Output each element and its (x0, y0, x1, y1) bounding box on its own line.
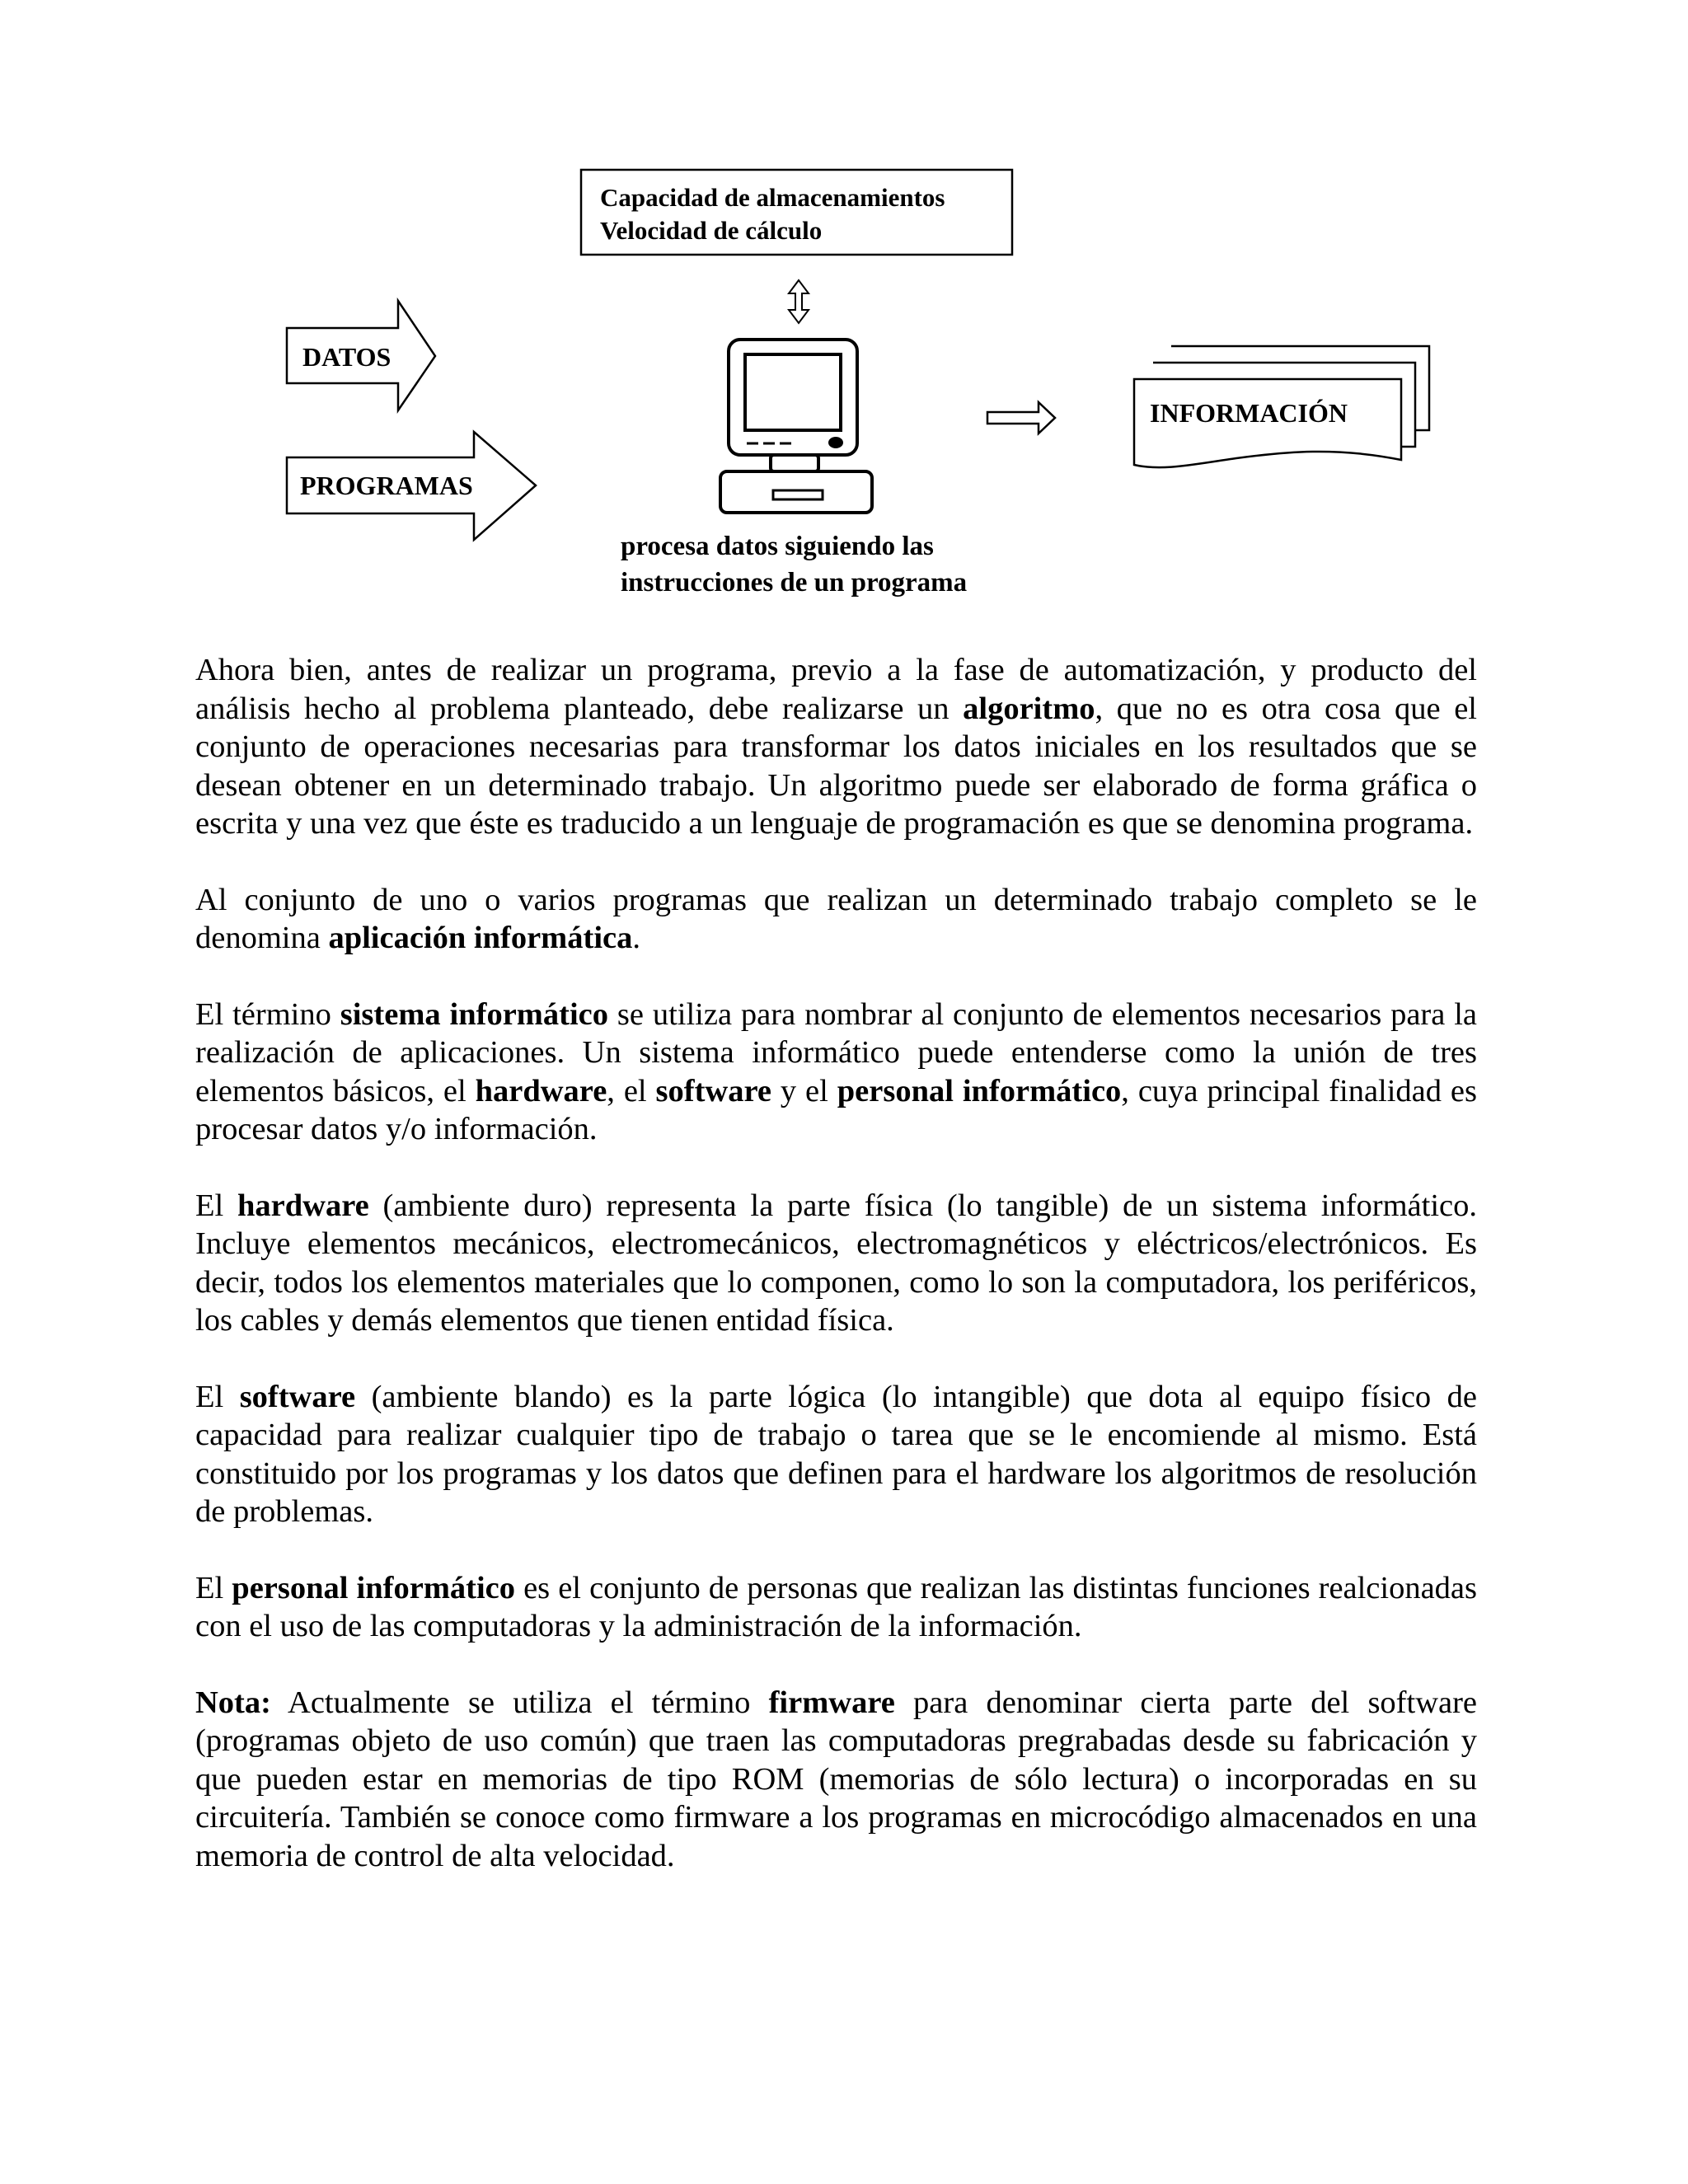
text: , cuya principal finalidad es procesar datos y/o información. (195, 1073, 1478, 1146)
datos-arrow (287, 301, 435, 410)
nota-label: Nota: (195, 1685, 271, 1720)
document-body (195, 651, 1477, 1913)
paragraph-nota (195, 1684, 1477, 1876)
double-arrow-icon (789, 280, 809, 323)
text: (ambiente duro) representa la parte física (lo tangible) de un sistema informático. Incluye elementos mecánicos, electromecánicos, electromagnéticos y eléctricos/electrónicos. Es decir, todos los elementos materiales que lo componen, como lo son la computadora, los periféricos, los cables y demás elementos que tienen entidad física. (195, 1188, 1477, 1338)
text: El (195, 1570, 232, 1605)
informacion-label: INFORMACIÓN (1150, 398, 1348, 428)
text: Actualmente se utiliza el término (270, 1685, 769, 1720)
term-software: software (655, 1073, 771, 1108)
term-personal-informatico: personal informático (837, 1073, 1122, 1108)
term-aplicacion-informatica: aplicación informática (328, 921, 633, 955)
text: , que no es otra cosa que el conjunto de operaciones necesarias para transformar los datos iniciales en los resultados que se desean obtener en un determinado trabajo. Un algoritmo puede ser elaborado de forma gráfica o escrita y una vez que éste es traducido a un lenguaje de programación es que se denomina programa. (195, 691, 1477, 841)
computer-process-diagram (0, 0, 1688, 626)
text: El término (195, 996, 340, 1032)
text: El (195, 1379, 240, 1414)
term-sistema-informatico: sistema informático (340, 996, 608, 1032)
capacity-line-1: Capacidad de almacenamientos (600, 183, 945, 212)
paragraph-personal (195, 1569, 1477, 1646)
term-software: software (239, 1379, 356, 1414)
text: y el (771, 1073, 837, 1108)
paragraph-hardware (195, 1187, 1477, 1340)
paragraph-algoritmo (195, 651, 1477, 843)
text: , el (607, 1073, 656, 1108)
term-firmware: firmware (768, 1685, 895, 1720)
programas-arrow (287, 432, 536, 540)
text: (ambiente blando) es la parte lógica (lo intangible) que dota al equipo físico de capacidad para realizar cualquier tipo de trabajo o tarea que se le encomiende al mismo. Está constituido por los programas y los datos que definen para el hardware los algoritmos de resolución de problemas. (195, 1379, 1477, 1529)
computer-caption-line-2: instrucciones de un programa (621, 568, 968, 598)
output-arrow-icon (987, 402, 1055, 434)
text: El (195, 1188, 238, 1223)
datos-label: DATOS (302, 342, 392, 372)
text: es el conjunto de personas que realizan las distintas funciones realcionadas con el uso de las computadoras y la administración de la información. (195, 1570, 1478, 1643)
text: Ahora bien, antes de realizar un programa, previo a la fase de automatización, y producto del análisis hecho al problema planteado, debe realizarse un (195, 653, 1477, 726)
term-personal-informatico: personal informático (232, 1570, 515, 1605)
paragraph-software (195, 1378, 1477, 1531)
paragraph-sistema (195, 996, 1477, 1149)
term-hardware: hardware (237, 1188, 369, 1223)
text: se utiliza para nombrar al conjunto de elementos necesarios para la realización de aplicaciones. Un sistema informático puede entenderse como la unión de tres elementos básicos, el (195, 996, 1478, 1108)
text: Al conjunto de uno o varios programas que realizan un determinado trabajo completo se le denomina (195, 882, 1477, 955)
term-hardware: hardware (475, 1073, 607, 1108)
term-algoritmo: algoritmo (963, 691, 1095, 726)
paragraph-aplicacion (195, 881, 1477, 958)
programas-label: PROGRAMAS (300, 471, 473, 500)
text: para denominar cierta parte del software (programas objeto de uso común) que traen las computadoras pregrabadas desde su fabricación y que pueden estar en memorias de tipo ROM (memorias de sólo lectura) o incorporadas en su circuitería. También se conoce como firmware a los programas en microcódigo almacenados en una memoria de control de alta velocidad. (195, 1685, 1477, 1873)
text: . (632, 921, 640, 955)
capacity-box (581, 170, 1012, 255)
computer-icon (720, 340, 872, 513)
capacity-line-2: Velocidad de cálculo (600, 216, 823, 245)
computer-caption-line-1: procesa datos siguiendo las (621, 532, 934, 561)
